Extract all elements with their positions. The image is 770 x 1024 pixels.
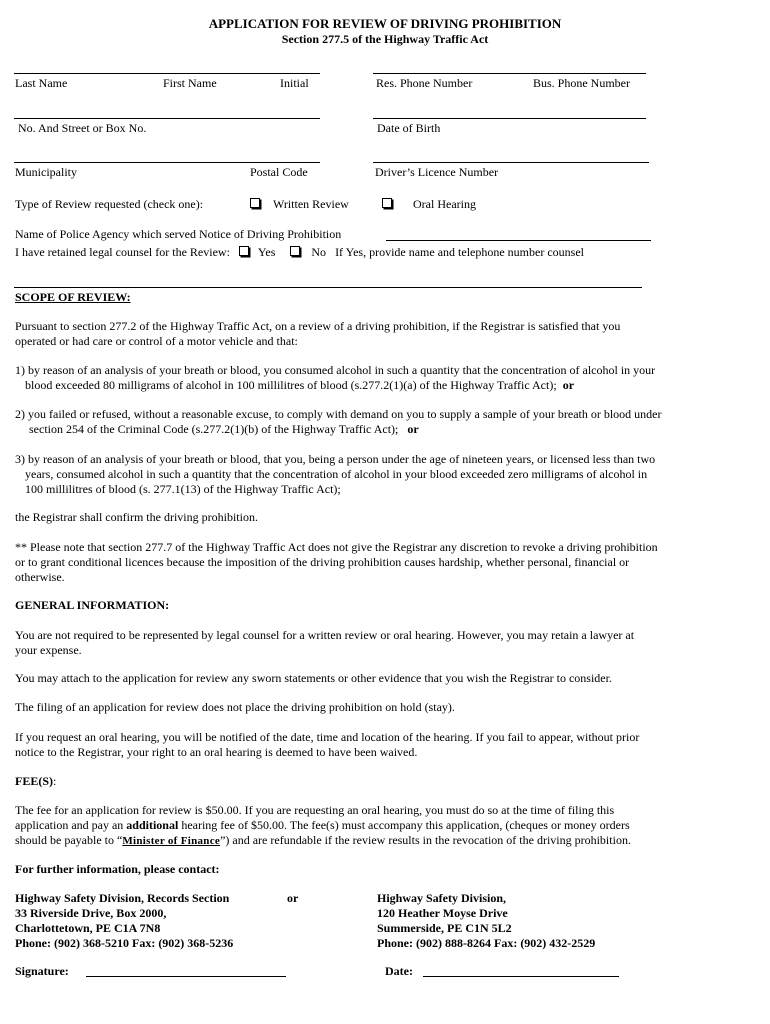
general-line: You are not required to be represented by legal counsel for a written review or oral hearing. However, you may retain a lawyer at (15, 628, 635, 642)
note-line: or to grant conditional licences because the imposition of the driving prohibition causes hardship, whether personal, financial or (15, 555, 630, 569)
licence-line[interactable] (373, 162, 649, 163)
contact-left (15, 891, 233, 951)
contact-right (377, 891, 595, 951)
signature-line[interactable] (86, 976, 286, 977)
general-line: notice to the Registrar, your right to an oral hearing is deemed to have been waived. (15, 745, 418, 759)
oral-hearing-option[interactable] (382, 197, 476, 212)
general-heading: GENERAL INFORMATION: (15, 598, 170, 612)
note-line: otherwise. (15, 570, 65, 584)
signature-label: Signature: (15, 964, 69, 978)
contact-line: Charlottetown, PE C1A 7N8 (15, 921, 161, 935)
municipality-line[interactable] (14, 162, 320, 163)
fees-colon: : (53, 774, 57, 788)
counsel-no-checkbox[interactable] (290, 246, 300, 256)
scope-confirm: the Registrar shall confirm the driving prohibition. (15, 510, 258, 524)
contact-or: or (287, 891, 299, 905)
form-title: APPLICATION FOR REVIEW OF DRIVING PROHIBITION (208, 16, 562, 31)
counsel-no-label: No (311, 245, 327, 259)
or-text: or (407, 422, 419, 436)
oral-hearing-checkbox[interactable] (382, 198, 392, 208)
general-p2: You may attach to the application for review any sworn statements or other evidence that you wish the Registrar to consider. (15, 671, 612, 685)
dob-line[interactable] (373, 118, 646, 119)
scope-intro (15, 319, 755, 349)
contact-line: 120 Heather Moyse Drive (377, 906, 508, 920)
scope-item-line: blood exceeded 80 milligrams of alcohol in 100 millilitres of blood (s.277.2(1)(a) of the Highway Traffic Act); (25, 378, 557, 392)
last-name-label: Last Name (15, 76, 68, 90)
first-name-label: First Name (163, 76, 217, 90)
general-line: your expense. (15, 643, 82, 657)
police-agency-line[interactable] (386, 240, 651, 241)
date-line[interactable] (423, 976, 619, 977)
fees-text-part: application and pay an (15, 818, 127, 832)
scope-item-line: 1) by reason of an analysis of your breath or blood, you consumed alcohol in such a quantity that the concentration of alcohol in your (15, 363, 656, 377)
scope-item-3 (15, 452, 755, 497)
bus-phone-label: Bus. Phone Number (533, 76, 630, 90)
fees-heading (15, 774, 56, 789)
general-line: If you request an oral hearing, you will be notified of the date, time and location of the hearing. If you fail to appear, without prior (15, 730, 640, 744)
scope-note (15, 540, 755, 585)
fees-text-part: ”) and are refundable if the review results in the revocation of the driving prohibition. (220, 833, 631, 847)
counsel-line[interactable] (14, 287, 642, 288)
counsel-yes-checkbox[interactable] (239, 246, 249, 256)
contact-heading: For further information, please contact: (15, 862, 220, 876)
general-p3: The filing of an application for review does not place the driving prohibition on hold (stay). (15, 700, 455, 714)
scope-item-2 (15, 407, 755, 437)
initial-label: Initial (280, 76, 309, 90)
scope-item-line: 100 millilitres of blood (s. 277.1(13) of the Highway Traffic Act); (25, 482, 341, 496)
licence-label: Driver’s Licence Number (375, 165, 499, 179)
fees-heading-text: FEE(S) (15, 774, 54, 788)
contact-line: Summerside, PE C1N 5L2 (377, 921, 512, 935)
police-agency-label: Name of Police Agency which served Notice of Driving Prohibition (15, 227, 342, 241)
municipality-label: Municipality (15, 165, 77, 179)
written-review-checkbox[interactable] (250, 198, 260, 208)
payee-name: Minister of Finance (122, 835, 221, 847)
street-line[interactable] (14, 118, 320, 119)
oral-hearing-label: Oral Hearing (413, 197, 476, 211)
name-line[interactable] (14, 73, 320, 74)
scope-item-line: section 254 of the Criminal Code (s.277.2(1)(b) of the Highway Traffic Act); (29, 422, 399, 436)
postal-code-label: Postal Code (250, 165, 308, 179)
form-subtitle: Section 277.5 of the Highway Traffic Act (281, 32, 489, 46)
contact-line: Phone: (902) 368-5210 Fax: (902) 368-5236 (15, 936, 234, 950)
counsel-row (15, 245, 584, 260)
written-review-label: Written Review (273, 197, 349, 211)
scope-item-1 (15, 363, 755, 393)
fees-text (15, 803, 755, 849)
dob-label: Date of Birth (377, 121, 441, 135)
fees-line: The fee for an application for review is $50.00. If you are requesting an oral hearing, you must do so at the time of filing this (15, 803, 615, 817)
counsel-yes-label: Yes (257, 245, 276, 259)
note-line: ** Please note that section 277.7 of the Highway Traffic Act does not give the Registrar any discretion to revoke a driving prohibition (15, 540, 658, 554)
general-p1 (15, 628, 755, 658)
additional-emphasis: additional (126, 818, 179, 832)
scope-intro-line: Pursuant to section 277.2 of the Highway Traffic Act, on a review of a driving prohibition, if the Registrar is satisfied that you (15, 319, 621, 333)
or-text: or (562, 378, 575, 392)
contact-line: Highway Safety Division, (377, 891, 507, 905)
scope-heading: SCOPE OF REVIEW: (15, 290, 131, 304)
date-label: Date: (385, 964, 413, 978)
written-review-option[interactable] (250, 197, 349, 212)
scope-intro-line: operated or had care or control of a motor vehicle and that: (15, 334, 298, 348)
phone-line[interactable] (373, 73, 646, 74)
scope-item-line: 3) by reason of an analysis of your breath or blood, that you, being a person under the age of nineteen years, or licensed less than two (15, 452, 656, 466)
contact-line: 33 Riverside Drive, Box 2000, (15, 906, 167, 920)
counsel-note: If Yes, provide name and telephone number counsel (335, 245, 584, 259)
street-label: No. And Street or Box No. (18, 121, 147, 135)
contact-line: Phone: (902) 888-8264 Fax: (902) 432-2529 (377, 936, 596, 950)
fees-text-part: hearing fee of $50.00. The fee(s) must accompany this application, (cheques or money orders (178, 818, 630, 832)
res-phone-label: Res. Phone Number (376, 76, 473, 90)
contact-line: Highway Safety Division, Records Section (15, 891, 230, 905)
fees-text-part: should be payable to “ (15, 833, 123, 847)
general-p4 (15, 730, 755, 760)
scope-item-line: years, consumed alcohol in such a quantity that the concentration of alcohol in your blood exceeded zero milligrams of alcohol in (25, 467, 648, 481)
scope-item-line: 2) you failed or refused, without a reasonable excuse, to comply with demand on you to supply a sample of your breath or blood under (15, 407, 662, 421)
review-type-label: Type of Review requested (check one): (15, 197, 204, 211)
counsel-label: I have retained legal counsel for the Review: (15, 245, 230, 259)
